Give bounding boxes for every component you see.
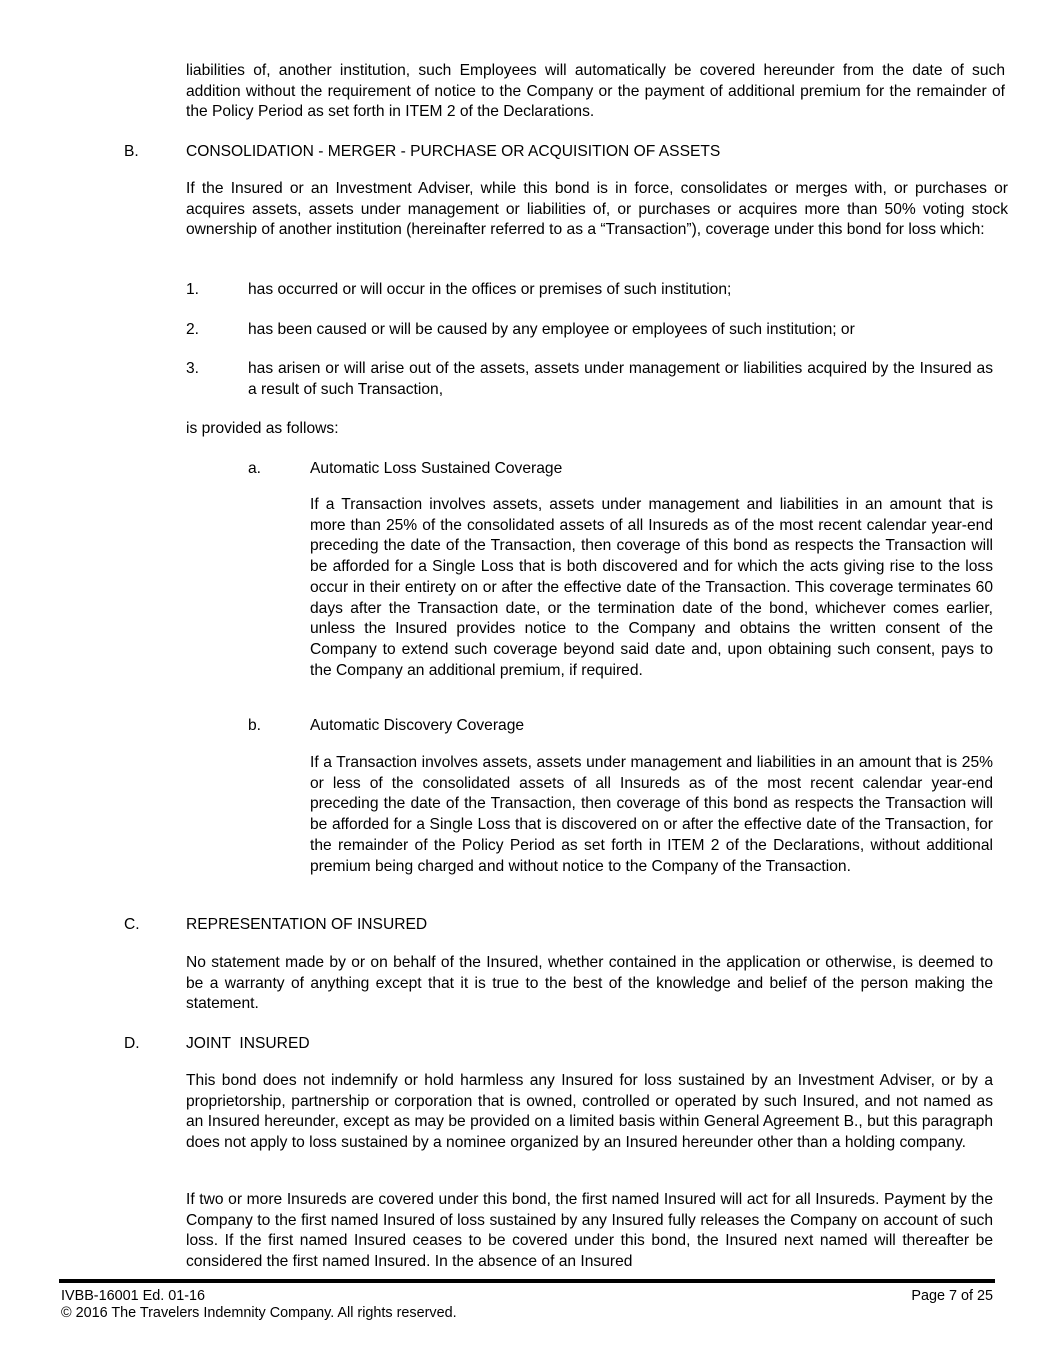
item-1-text: has occurred or will occur in the offices or premises of such institution; bbox=[248, 281, 732, 298]
section-b-heading: CONSOLIDATION - MERGER - PURCHASE OR ACQUISITION OF ASSETS bbox=[186, 143, 721, 160]
subitem-b-title: Automatic Discovery Coverage bbox=[310, 717, 525, 734]
section-d-paragraph-1: This bond does not indemnify or hold harmless any Insured for loss sustained by an Investment Adviser, or by a proprietorship, partnership or corporation that is owned, controlled or operated by such Insured, and not named as an Insured hereunder, except as may be provided on a limited basis within General Agreement B., but this paragraph does not apply to loss sustained by a nominee organized by an Insured hereunder other than a holding company. bbox=[186, 1072, 993, 1152]
subitem-a-text: If a Transaction involves assets, assets under management and liabilities in an amount that is more than 25% of the consolidated assets of all Insureds as of the most recent calendar year-end preceding the date of the Transaction, then coverage of this bond as respects the Transaction will be afforded for a Single Loss that is both discovered and for which the acts giving rise to the loss occur in their entirety on or after the effective date of the Transaction. This coverage terminates 60 days after the Transaction date, or the termination date of the bond, whichever comes earlier, unless the Insured provides notice to the Company and obtains the written consent of the Company to extend such coverage beyond said date and, upon obtaining such consent, pays to the Company an additional premium, if required. bbox=[310, 496, 993, 679]
section-d-letter: D. bbox=[124, 1035, 140, 1052]
section-c-paragraph: No statement made by or on behalf of the Insured, whether contained in the application or otherwise, is deemed to be a warranty of anything except that it is true to the best of the knowledge and belief of the person making the statement. bbox=[186, 954, 993, 1013]
item-3-number: 3. bbox=[186, 360, 200, 377]
footer-copyright: © 2016 The Travelers Indemnity Company. All rights reserved. bbox=[61, 1305, 457, 1321]
section-b-intro-paragraph: If the Insured or an Investment Adviser, while this bond is in force, consolidates or merges with, or purchases or acquires assets, assets under management or liabilities of, or purchases or acquires more than 50% voting stock ownership of another institution (hereinafter referred to as a “Transaction”), coverage under this bond for loss which: bbox=[186, 180, 1008, 239]
item-2-text: has been caused or will be caused by any employee or employees of such institution; or bbox=[248, 321, 855, 338]
footer-form-number: IVBB-16001 Ed. 01-16 bbox=[61, 1288, 206, 1304]
section-b-letter: B. bbox=[124, 143, 139, 160]
item-2-number: 2. bbox=[186, 321, 200, 338]
section-c-letter: C. bbox=[124, 916, 140, 933]
footer-page-number: Page 7 of 25 bbox=[911, 1288, 993, 1304]
footer-rule bbox=[59, 1279, 995, 1283]
subitem-b-letter: b. bbox=[248, 717, 262, 734]
section-d-paragraph-2: If two or more Insureds are covered under this bond, the first named Insured will act for all Insureds. Payment by the Company to the first named Insured of loss sustained by any Insured fully releases the Company on account of such loss. If the first named Insured ceases to be covered under this bond, the Insured next named will thereafter be considered the first named Insured. In the absence of an Insured bbox=[186, 1191, 993, 1271]
provided-as-follows: is provided as follows: bbox=[186, 420, 339, 437]
subitem-b-text: If a Transaction involves assets, assets under management and liabilities in an amount that is 25% or less of the consolidated assets of all Insureds as of the most recent calendar year-end preceding the date of the Transaction, then coverage of this bond as respects the Transaction will be afforded for a Single Loss that is discovered on or after the effective date of the Transaction, for the remainder of the Policy Period as set forth in ITEM 2 of the Declarations, without additional premium being charged and without notice to the Company of the Transaction. bbox=[310, 754, 993, 875]
subitem-a-letter: a. bbox=[248, 460, 262, 477]
item-1-number: 1. bbox=[186, 281, 200, 298]
section-c-heading: REPRESENTATION OF INSURED bbox=[186, 916, 428, 933]
intro-continuation-paragraph: liabilities of, another institution, such Employees will automatically be covered hereunder from the date of such addition without the requirement of notice to the Company or the payment of additional premium for the remainder of the Policy Period as set forth in ITEM 2 of the Declarations. bbox=[186, 62, 1005, 121]
section-d-heading: JOINT INSURED bbox=[186, 1035, 310, 1052]
item-3-text: has arisen or will arise out of the assets, assets under management or liabilities acquired by the Insured as a result of such Transaction, bbox=[248, 360, 993, 398]
subitem-a-title: Automatic Loss Sustained Coverage bbox=[310, 460, 563, 477]
